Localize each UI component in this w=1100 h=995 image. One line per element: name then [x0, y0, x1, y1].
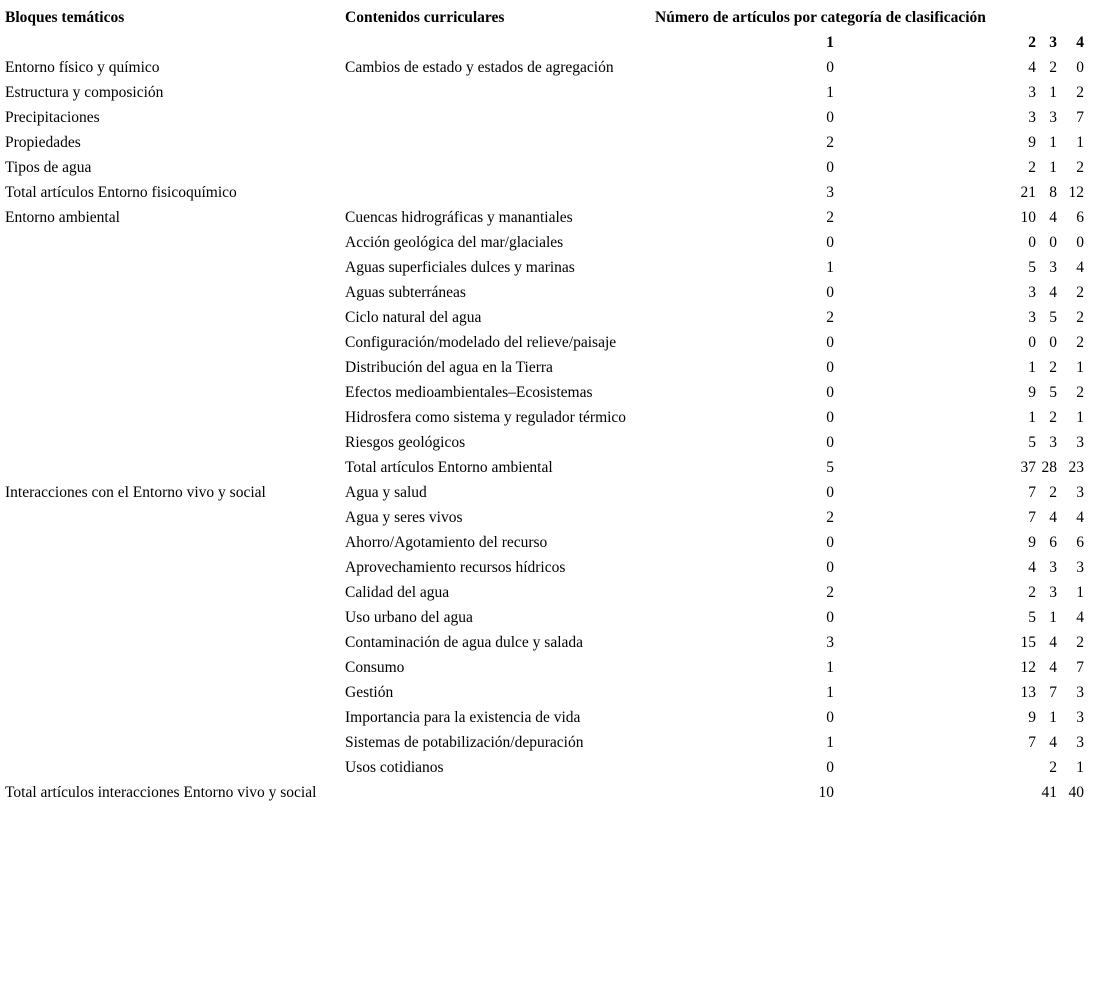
cell-category-4: 1: [1076, 759, 1084, 776]
table-row: [0, 155, 1100, 180]
cell-category-4: 40: [1068, 784, 1084, 801]
cell-category-3: 0: [1049, 234, 1057, 251]
table-row: [0, 355, 1100, 380]
cell-category-1: 2: [826, 209, 834, 226]
cell-category-2: 3: [1028, 284, 1036, 301]
cell-category-1: 0: [826, 334, 834, 351]
cell-category-2: 7: [1028, 509, 1036, 526]
table-row: [0, 705, 1100, 730]
cell-category-1: 0: [826, 534, 834, 551]
cell-category-3: 5: [1049, 309, 1057, 326]
cell-category-3: 5: [1049, 384, 1057, 401]
cell-category-3: 3: [1049, 584, 1057, 601]
table-row: [0, 605, 1100, 630]
cell-category-3: 7: [1049, 684, 1057, 701]
table-row: [0, 205, 1100, 230]
cell-category-4: 4: [1076, 259, 1084, 276]
cell-category-3: 1: [1049, 159, 1057, 176]
cell-category-4: 3: [1076, 684, 1084, 701]
table-row: [0, 680, 1100, 705]
cell-category-2: 4: [1028, 559, 1036, 576]
table-row: [0, 455, 1100, 480]
table-row: [0, 555, 1100, 580]
cell-category-1: 3: [826, 184, 834, 201]
table-header-row: [0, 5, 1100, 30]
cell-category-1: 5: [826, 459, 834, 476]
cell-category-4: 23: [1068, 459, 1084, 476]
cell-category-4: 0: [1076, 234, 1084, 251]
cell-category-4: 6: [1076, 534, 1084, 551]
cell-contenido-curricular: Hidrosfera como sistema y regulador térmico: [345, 409, 627, 426]
cell-category-4: 0: [1076, 59, 1084, 76]
table-row: [0, 305, 1100, 330]
cell-category-2: 5: [1028, 259, 1036, 276]
cell-category-1: 2: [826, 134, 834, 151]
cell-contenido-curricular: Aprovechamiento recursos hídricos: [345, 559, 566, 576]
cell-category-3: 4: [1049, 284, 1057, 301]
table-row: [0, 530, 1100, 555]
cell-category-3: 4: [1049, 659, 1057, 676]
cell-contenido-curricular: Cuencas hidrográficas y manantiales: [345, 209, 573, 226]
cell-contenido-curricular: Agua y salud: [345, 484, 427, 501]
cell-category-4: 2: [1076, 334, 1084, 351]
table-row: [0, 480, 1100, 505]
cell-category-1: 0: [826, 359, 834, 376]
cell-category-2: 2: [1028, 584, 1036, 601]
cell-contenido-curricular: Importancia para la existencia de vida: [345, 709, 581, 726]
cell-category-4: 3: [1076, 734, 1084, 751]
column-header-category-1: 1: [826, 34, 834, 51]
cell-category-4: 6: [1076, 209, 1084, 226]
cell-category-1: 0: [826, 484, 834, 501]
cell-category-2: 0: [1028, 234, 1036, 251]
table-row: [0, 430, 1100, 455]
cell-bloque-tematico: Total artículos interacciones Entorno vivo y social: [5, 784, 317, 801]
table-row: [0, 630, 1100, 655]
cell-contenido-curricular: Total artículos Entorno ambiental: [345, 459, 553, 476]
cell-category-1: 0: [826, 609, 834, 626]
cell-category-1: 1: [826, 684, 834, 701]
cell-category-1: 1: [826, 734, 834, 751]
cell-category-2: 21: [1020, 184, 1036, 201]
cell-category-4: 1: [1076, 134, 1084, 151]
cell-category-3: 3: [1049, 259, 1057, 276]
cell-contenido-curricular: Calidad del agua: [345, 584, 450, 601]
table-row: [0, 55, 1100, 80]
column-header-category-3: 3: [1049, 34, 1057, 51]
cell-category-3: 0: [1049, 334, 1057, 351]
cell-category-2: 37: [1020, 459, 1036, 476]
cell-category-3: 2: [1049, 59, 1057, 76]
cell-category-2: 7: [1028, 484, 1036, 501]
cell-contenido-curricular: Ahorro/Agotamiento del recurso: [345, 534, 548, 551]
cell-category-4: 2: [1076, 284, 1084, 301]
cell-contenido-curricular: Aguas subterráneas: [345, 284, 466, 301]
cell-category-1: 0: [826, 109, 834, 126]
cell-contenido-curricular: Acción geológica del mar/glaciales: [345, 234, 564, 251]
cell-category-4: 3: [1076, 434, 1084, 451]
cell-category-3: 2: [1049, 759, 1057, 776]
cell-contenido-curricular: Contaminación de agua dulce y salada: [345, 634, 584, 651]
table-row: [0, 330, 1100, 355]
column-header-category-2: 2: [1028, 34, 1036, 51]
table-row: [0, 730, 1100, 755]
cell-category-1: 1: [826, 659, 834, 676]
cell-category-1: 0: [826, 409, 834, 426]
cell-category-3: 3: [1049, 434, 1057, 451]
table-row: [0, 130, 1100, 155]
cell-category-1: 0: [826, 59, 834, 76]
cell-category-3: 6: [1049, 534, 1057, 551]
cell-category-3: 41: [1041, 784, 1057, 801]
table-row: [0, 780, 1100, 805]
cell-category-1: 0: [826, 159, 834, 176]
cell-bloque-tematico: Entorno ambiental: [5, 209, 120, 226]
cell-category-1: 2: [826, 509, 834, 526]
cell-category-2: 3: [1028, 84, 1036, 101]
cell-bloque-tematico: Total artículos Entorno fisicoquímico: [5, 184, 237, 201]
cell-category-4: 4: [1076, 509, 1084, 526]
cell-category-4: 2: [1076, 309, 1084, 326]
cell-category-2: 10: [1020, 209, 1036, 226]
cell-category-2: 4: [1028, 59, 1036, 76]
cell-category-4: 12: [1068, 184, 1084, 201]
cell-category-3: 8: [1049, 184, 1057, 201]
table-row: [0, 405, 1100, 430]
cell-category-3: 2: [1049, 409, 1057, 426]
column-header-contenidos-curriculares: Contenidos curriculares: [345, 9, 505, 26]
cell-category-1: 10: [818, 784, 834, 801]
cell-category-2: 2: [1028, 159, 1036, 176]
cell-bloque-tematico: Tipos de agua: [5, 159, 92, 176]
cell-category-3: 2: [1049, 359, 1057, 376]
cell-category-2: 9: [1028, 709, 1036, 726]
cell-category-4: 1: [1076, 409, 1084, 426]
table-row: [0, 255, 1100, 280]
cell-category-4: 1: [1076, 359, 1084, 376]
cell-category-2: 9: [1028, 534, 1036, 551]
cell-contenido-curricular: Cambios de estado y estados de agregación: [345, 59, 614, 76]
cell-category-2: 15: [1020, 634, 1036, 651]
cell-category-1: 0: [826, 434, 834, 451]
table-row: [0, 580, 1100, 605]
cell-category-1: 1: [826, 84, 834, 101]
cell-category-4: 2: [1076, 84, 1084, 101]
cell-contenido-curricular: Sistemas de potabilización/depuración: [345, 734, 584, 751]
cell-category-3: 1: [1049, 84, 1057, 101]
cell-category-4: 7: [1076, 109, 1084, 126]
cell-bloque-tematico: Propiedades: [5, 134, 81, 151]
cell-contenido-curricular: Aguas superficiales dulces y marinas: [345, 259, 575, 276]
cell-category-4: 7: [1076, 659, 1084, 676]
table-row: [0, 505, 1100, 530]
table-row: [0, 755, 1100, 780]
cell-category-4: 3: [1076, 484, 1084, 501]
table-row: [0, 230, 1100, 255]
cell-category-1: 2: [826, 309, 834, 326]
table-row: [0, 280, 1100, 305]
cell-contenido-curricular: Configuración/modelado del relieve/paisaje: [345, 334, 617, 351]
cell-contenido-curricular: Riesgos geológicos: [345, 434, 466, 451]
cell-category-4: 2: [1076, 159, 1084, 176]
table-row: [0, 380, 1100, 405]
cell-contenido-curricular: Distribución del agua en la Tierra: [345, 359, 553, 376]
cell-category-3: 4: [1049, 734, 1057, 751]
cell-category-1: 1: [826, 259, 834, 276]
cell-bloque-tematico: Precipitaciones: [5, 109, 100, 126]
cell-category-2: 13: [1020, 684, 1036, 701]
cell-category-4: 3: [1076, 709, 1084, 726]
cell-contenido-curricular: Uso urbano del agua: [345, 609, 473, 626]
cell-category-4: 1: [1076, 584, 1084, 601]
cell-category-3: 4: [1049, 209, 1057, 226]
cell-category-3: 3: [1049, 559, 1057, 576]
cell-category-2: 9: [1028, 384, 1036, 401]
cell-category-3: 2: [1049, 484, 1057, 501]
cell-bloque-tematico: Estructura y composición: [5, 84, 164, 101]
cell-bloque-tematico: Entorno físico y químico: [5, 59, 160, 76]
cell-category-3: 28: [1041, 459, 1057, 476]
cell-category-3: 1: [1049, 609, 1057, 626]
cell-category-2: 5: [1028, 434, 1036, 451]
cell-category-2: 12: [1020, 659, 1036, 676]
cell-category-1: 0: [826, 284, 834, 301]
cell-category-4: 3: [1076, 559, 1084, 576]
table-subheader-row: [0, 30, 1100, 55]
cell-contenido-curricular: Efectos medioambientales–Ecosistemas: [345, 384, 593, 401]
cell-category-2: 3: [1028, 309, 1036, 326]
table-row: [0, 180, 1100, 205]
cell-category-1: 0: [826, 234, 834, 251]
table-row: [0, 655, 1100, 680]
cell-contenido-curricular: Usos cotidianos: [345, 759, 444, 776]
cell-category-2: 3: [1028, 109, 1036, 126]
cell-category-3: 1: [1049, 709, 1057, 726]
cell-category-3: 1: [1049, 134, 1057, 151]
cell-contenido-curricular: Ciclo natural del agua: [345, 309, 482, 326]
column-header-numero-articulos: Número de artículos por categoría de clasificación: [655, 9, 986, 26]
cell-contenido-curricular: Consumo: [345, 659, 405, 676]
cell-category-1: 0: [826, 709, 834, 726]
cell-category-2: 9: [1028, 134, 1036, 151]
cell-category-2: 1: [1028, 409, 1036, 426]
cell-category-2: 7: [1028, 734, 1036, 751]
cell-category-4: 4: [1076, 609, 1084, 626]
cell-category-2: 5: [1028, 609, 1036, 626]
cell-category-1: 0: [826, 384, 834, 401]
cell-category-3: 4: [1049, 634, 1057, 651]
cell-category-2: 0: [1028, 334, 1036, 351]
column-header-category-4: 4: [1076, 34, 1084, 51]
cell-category-4: 2: [1076, 634, 1084, 651]
cell-bloque-tematico: Interacciones con el Entorno vivo y social: [5, 484, 266, 501]
cell-contenido-curricular: Gestión: [345, 684, 394, 701]
cell-category-1: 2: [826, 584, 834, 601]
cell-category-4: 2: [1076, 384, 1084, 401]
cell-category-1: 0: [826, 759, 834, 776]
table-row: [0, 80, 1100, 105]
cell-category-1: 0: [826, 559, 834, 576]
table-row: [0, 105, 1100, 130]
cell-category-1: 3: [826, 634, 834, 651]
column-header-bloques-tematicos: Bloques temáticos: [5, 9, 125, 26]
cell-contenido-curricular: Agua y seres vivos: [345, 509, 463, 526]
cell-category-2: 1: [1028, 359, 1036, 376]
cell-category-3: 4: [1049, 509, 1057, 526]
cell-category-3: 3: [1049, 109, 1057, 126]
